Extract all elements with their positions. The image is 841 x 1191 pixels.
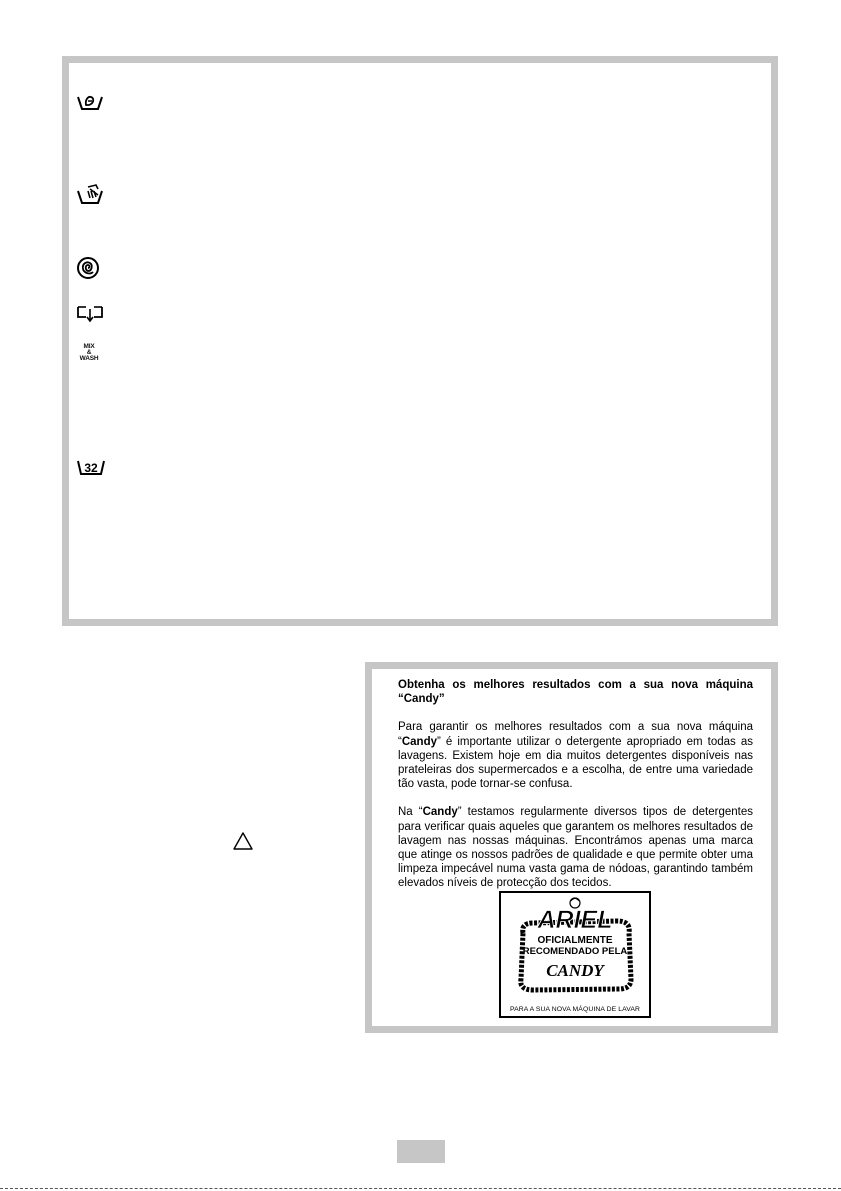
quick-wash-32-icon [76, 455, 106, 479]
brand-candy: Candy [401, 735, 437, 748]
ariel-candy-logo [499, 891, 651, 1018]
logo-line-2: RECOMENDADO PELA [522, 946, 628, 957]
logo-line-1: OFICIALMENTE [537, 935, 613, 946]
mix-label: MIX [83, 343, 95, 350]
programme-symbols-panel [62, 56, 778, 626]
info-paragraph-2: Na “Candy” testamos regularmente diversos tipos de detergentes para verificar quais aqueles que garantem os melhores resultados de lavagem nas nossas máquinas. Encontrámos apenas uma marca que atinge os nossos padrões de qualidade e que permite obter uma limpeza impecável numa vasta gama de nódoas, garantindo também elevados níveis de protecção dos tecidos. [398, 806, 753, 890]
brand-candy: Candy [422, 806, 458, 819]
info-paragraph-1: Para garantir os melhores resultados com a sua nova máquina “Candy” é importante utilizar o detergente apropriado em todas as lavagens. Existem hoje em dia muitos detergentes disponíveis nas prateleiras dos supermercados e a escolha, de entre uma variedade tão vasta, pode tornar-se confusa. [398, 721, 753, 791]
warning-triangle-icon [233, 832, 253, 855]
spiral-spin-icon [76, 256, 106, 280]
hand-wash-tub-icon [76, 90, 106, 114]
quick-wash-number: 32 [84, 461, 98, 475]
candy-wordmark: CANDY [546, 961, 604, 980]
detergent-info-text [398, 678, 753, 905]
info-title: Obtenha os melhores resultados com a sua nova máquina “Candy” [398, 679, 753, 706]
wash-label: WASH [79, 355, 99, 362]
page-number-box [397, 1140, 445, 1163]
rinse-shower-tub-icon [76, 182, 106, 206]
logo-caption: PARA A SUA NOVA MÁQUINA DE LAVAR [510, 1006, 640, 1013]
ariel-wordmark: ARIEL [537, 906, 613, 934]
page-bottom-divider [0, 1188, 841, 1189]
mix-and-wash-icon [76, 340, 106, 366]
drain-tub-icon [76, 301, 106, 325]
mix-ampersand: & [86, 349, 92, 356]
